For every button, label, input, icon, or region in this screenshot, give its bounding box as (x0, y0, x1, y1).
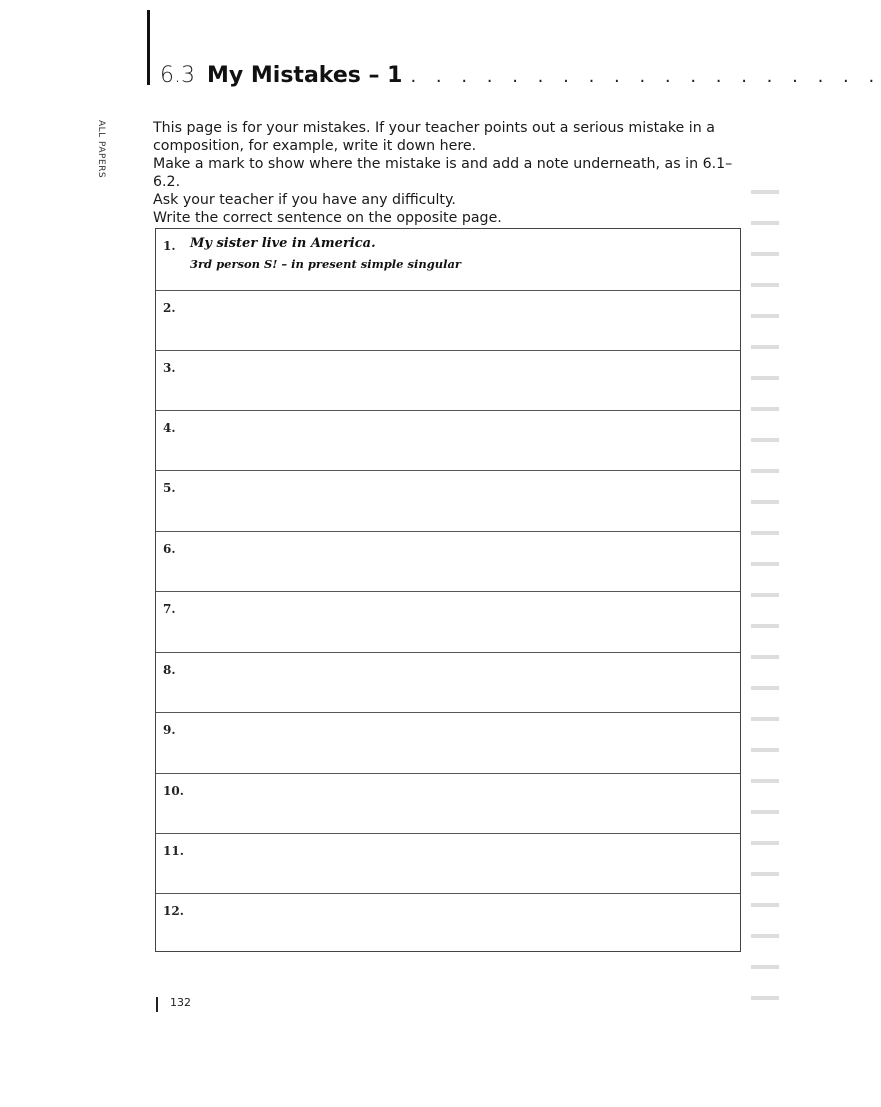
mistake-row-1[interactable] (156, 229, 740, 291)
row-number: 5. (163, 481, 176, 495)
mistake-row-12[interactable] (156, 894, 740, 953)
section-side-label: ALL PAPERS (96, 120, 106, 179)
row-number: 12. (163, 904, 184, 918)
mistake-row-8[interactable] (156, 653, 740, 713)
binding-shadow (751, 170, 779, 1000)
row-number: 1. (163, 239, 176, 253)
instruction-line: Make a mark to show where the mistake is and add a note underneath, as in 6.1–6.2. (153, 156, 733, 190)
mistake-row-9[interactable] (156, 713, 740, 774)
page-heading (160, 63, 881, 97)
instructions (153, 119, 753, 227)
row-number: 11. (163, 844, 184, 858)
page-title: My Mistakes – 1 (207, 63, 403, 88)
mistake-row-5[interactable] (156, 471, 740, 532)
handwritten-mistake: My sister live in America. (190, 236, 376, 251)
row-number: 6. (163, 542, 176, 556)
mistakes-table (155, 228, 741, 952)
footer-rule (156, 997, 158, 1012)
section-number: 6.3 (160, 63, 195, 88)
mistake-row-6[interactable] (156, 532, 740, 592)
mistake-row-10[interactable] (156, 774, 740, 834)
instruction-line: Write the correct sentence on the opposite page. (153, 210, 502, 226)
row-number: 3. (163, 361, 176, 375)
instruction-line: This page is for your mistakes. If your teacher points out a serious mistake in a composition, for example, write it down here. (153, 120, 715, 154)
row-number: 10. (163, 784, 184, 798)
row-number: 8. (163, 663, 176, 677)
row-number: 2. (163, 301, 176, 315)
leader-dots: . . . . . . . . . . . . . . . . . . . (410, 66, 881, 87)
row-number: 7. (163, 602, 176, 616)
page-number: 132 (170, 996, 191, 1009)
handwritten-note: 3rd person S! – in present simple singular (190, 257, 461, 271)
row-number: 4. (163, 421, 176, 435)
header-rule (147, 10, 150, 85)
mistake-row-3[interactable] (156, 351, 740, 411)
mistake-row-11[interactable] (156, 834, 740, 894)
instruction-line: Ask your teacher if you have any difficulty. (153, 192, 456, 208)
mistake-row-2[interactable] (156, 291, 740, 351)
mistake-row-4[interactable] (156, 411, 740, 471)
mistake-row-7[interactable] (156, 592, 740, 653)
row-number: 9. (163, 723, 176, 737)
